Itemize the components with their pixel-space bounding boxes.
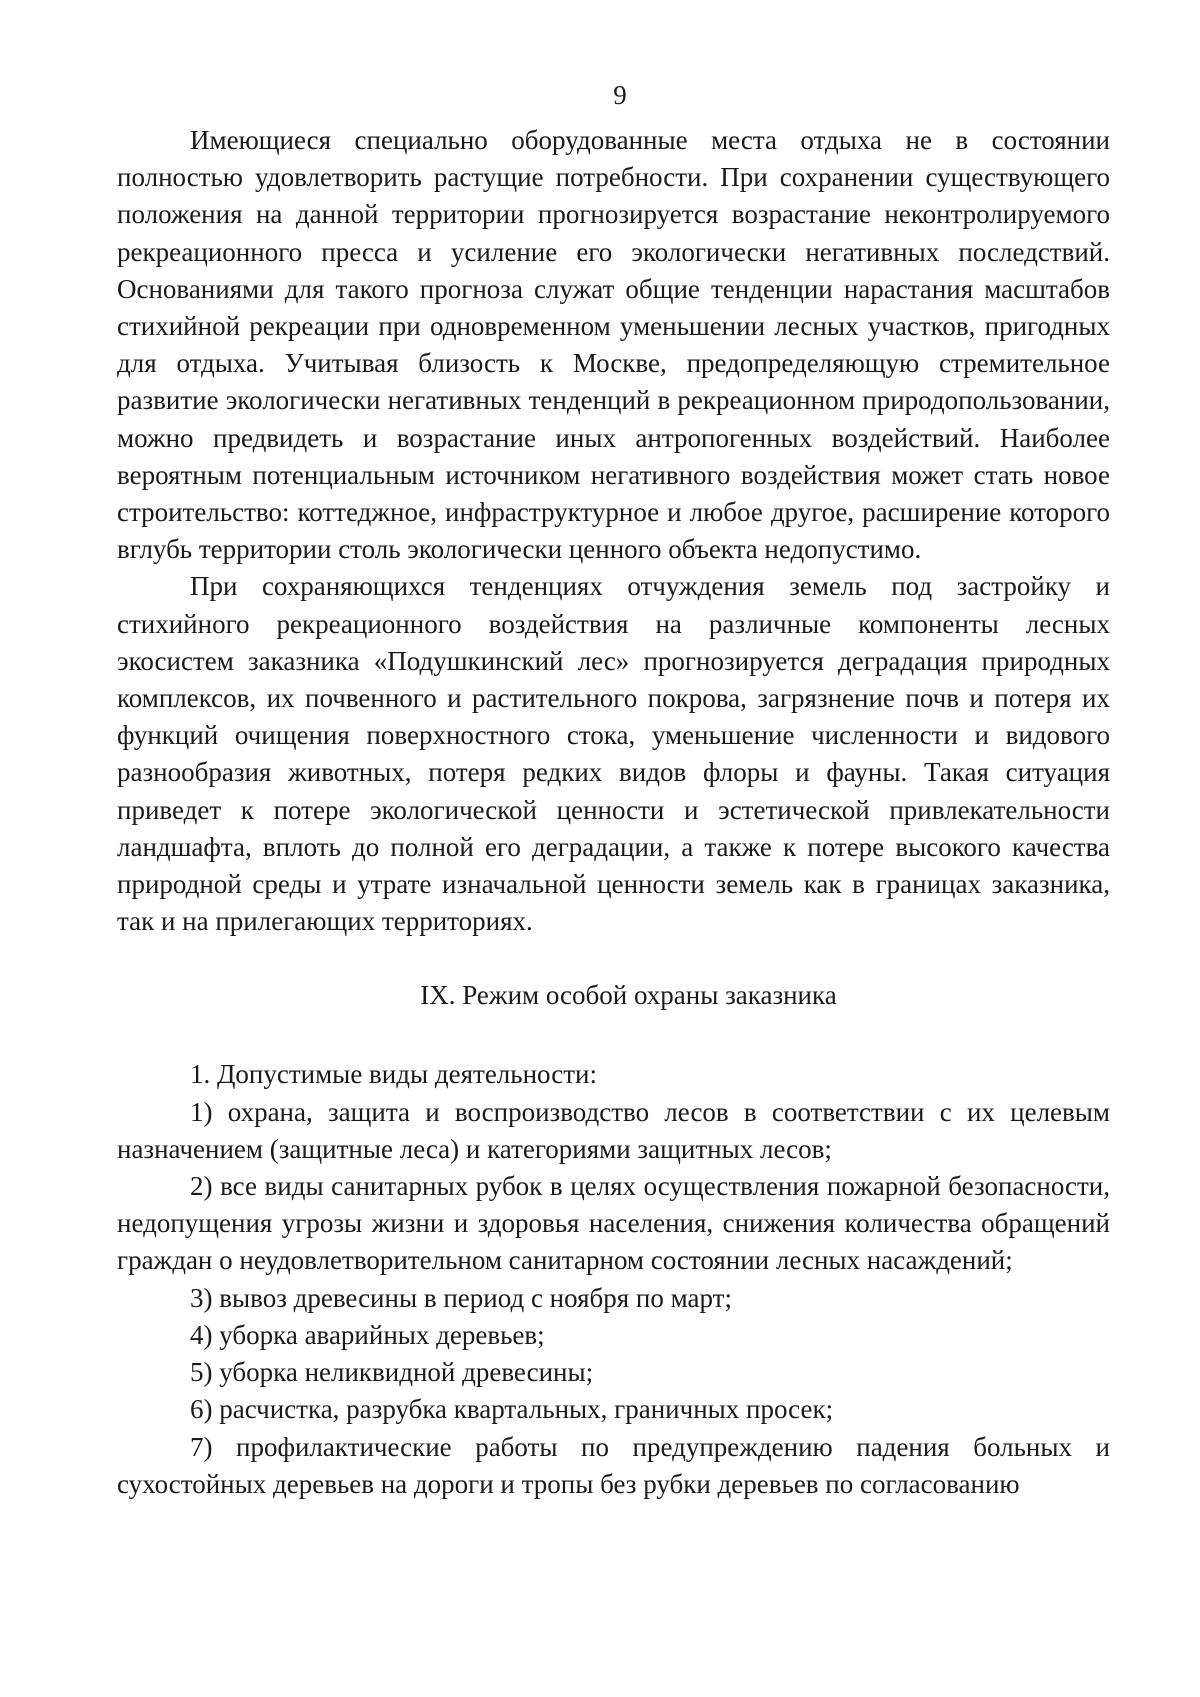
list-item: 3) вывоз древесины в период с ноября по март; (190, 1282, 732, 1313)
list-item: 5) уборка неликвидной древесины; (190, 1357, 594, 1388)
paragraph-degradation-forecast: При сохраняющихся тенденциях отчуждения земель под застройку и стихийного рекреационного воздействия на различные компоненты лесных экосистем заказника «Подушкинский лес» прогнозируется деградация природных комплексов, их почвенного и растительного покрова, загрязнение почв и потеря их функций очищения поверхностного стока, уменьшение численности и видового разнообразия животных, потеря редких видов флоры и фауны. Такая ситуация приведет к потере экологической ценности и эстетической привлекательности ландшафта, вплоть до полной его деградации, а также к потере высокого качества природной среды и утрате изначальной ценности земель как в границах заказника, так и на прилегающих территориях. (117, 571, 1110, 937)
document-body (117, 122, 1110, 1503)
spacer (117, 1014, 1110, 1056)
list-item: 7) профилактические работы по предупреждению падения больных и сухостойных деревьев на дороги и тропы без рубки деревьев по согласованию (117, 1431, 1110, 1499)
subsection-title: 1. Допустимые виды деятельности: (190, 1059, 597, 1090)
list-item: 1) охрана, защита и воспроизводство лесов в соответствии с их целевым назначением (защитные леса) и категориями защитных лесов; (117, 1096, 1110, 1164)
spacer (117, 940, 1110, 977)
page-number: 9 (613, 80, 627, 110)
list-item: 2) все виды санитарных рубок в целях осуществления пожарной безопасности, недопущения угрозы жизни и здоровья населения, снижения количества обращений граждан о неудовлетворительном санитарном состоянии лесных насаждений; (117, 1171, 1110, 1276)
section-heading: IX. Режим особой охраны заказника (420, 980, 837, 1011)
list-item: 4) уборка аварийных деревьев; (190, 1319, 545, 1350)
paragraph-recreation-pressure: Имеющиеся специально оборудованные места отдыха не в состоянии полностью удовлетворить растущие потребности. При сохранении существующего положения на данной территории прогнозируется возрастание неконтролируемого рекреационного пресса и усиление его экологически негативных последствий. Основаниями для такого прогноза служат общие тенденции нарастания масштабов стихийной рекреации при одновременном уменьшении лесных участков, пригодных для отдыха. Учитывая близость к Москве, предопределяющую стремительное развитие экологически негативных тенденций в рекреационном природопользовании, можно предвидеть и возрастание иных антропогенных воздействий. Наиболее вероятным потенциальным источником негативного воздействия может стать новое строительство: коттеджное, инфраструктурное и любое другое, расширение которого вглубь территории столь экологически ценного объекта недопустимо. (117, 125, 1110, 565)
list-item: 6) расчистка, разрубка квартальных, граничных просек; (190, 1394, 834, 1425)
